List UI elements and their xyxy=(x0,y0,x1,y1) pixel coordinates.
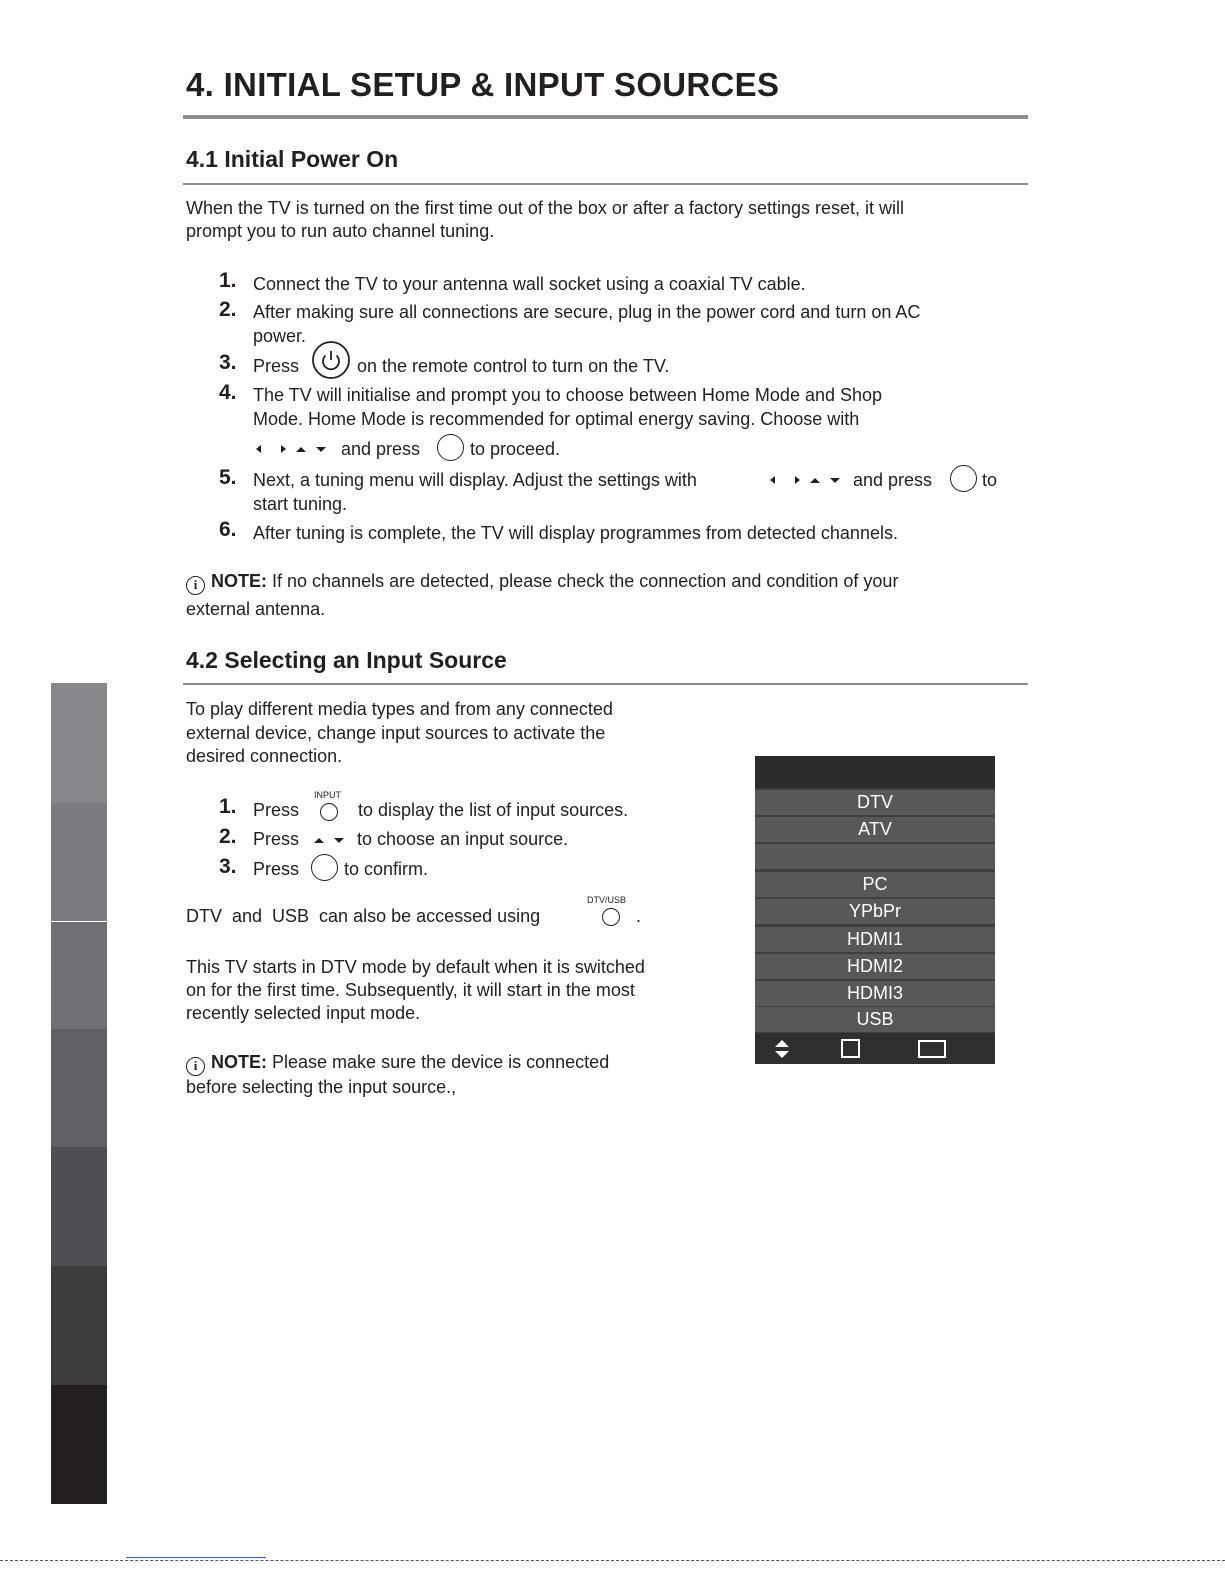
section-rule-2 xyxy=(183,683,1028,685)
source-menu-footer xyxy=(755,1033,995,1064)
note-text: Please make sure the device is connected xyxy=(272,1052,610,1072)
default-mode-1: This TV starts in DTV mode by default when it is switched xyxy=(186,957,645,977)
intro-line-1: When the TV is turned on the first time out of the box or after a factory settings reset, it will xyxy=(186,198,904,218)
input-button-icon xyxy=(320,803,338,821)
note-label: NOTE: xyxy=(211,1052,267,1072)
section-heading-initial-power-on: 4.1 Initial Power On xyxy=(186,146,399,172)
input-intro-2: external device, change input sources to activate the xyxy=(186,723,606,743)
side-tab-7 xyxy=(51,1385,107,1504)
intro-line-2: prompt you to run auto channel tuning. xyxy=(186,221,495,241)
step-text: After making sure all connections are secure, plug in the power cord and turn on AC xyxy=(253,302,921,322)
dtv-usb-button-icon xyxy=(602,908,620,926)
power-icon xyxy=(311,340,351,380)
exit-box-icon xyxy=(918,1040,946,1058)
step-text: to proceed. xyxy=(470,439,561,459)
side-tab-1 xyxy=(51,683,107,803)
side-tab-6 xyxy=(51,1266,107,1385)
select-box-icon xyxy=(841,1039,860,1058)
info-icon: i xyxy=(186,576,205,595)
step-text: start tuning. xyxy=(253,494,348,514)
source-item-hdmi1: HDMI1 xyxy=(755,927,995,952)
step-number: 1. xyxy=(219,269,237,292)
info-icon: i xyxy=(186,1057,205,1076)
shortcut-text: DTV and USB can also be accessed using xyxy=(186,906,541,926)
section-rule-1 xyxy=(183,183,1028,185)
source-menu xyxy=(755,756,995,1064)
step-text: Press xyxy=(253,800,300,820)
ok-button-icon xyxy=(311,854,338,881)
default-mode-3: recently selected input mode. xyxy=(186,1003,421,1023)
step-text: Connect the TV to your antenna wall socket using a coaxial TV cable. xyxy=(253,274,806,294)
up-down-icon xyxy=(774,1039,790,1059)
step-text: The TV will initialise and prompt you to choose between Home Mode and Shop xyxy=(253,385,883,405)
direction-arrows-icon xyxy=(767,472,847,488)
step-number: 6. xyxy=(219,518,237,541)
step-text: power. xyxy=(253,326,307,346)
source-item-atv: ATV xyxy=(755,817,995,842)
page-bottom-rule xyxy=(0,1560,1225,1561)
note-1 xyxy=(186,569,898,595)
shortcut-end: . xyxy=(636,906,642,926)
section-heading-selecting-input-source: 4.2 Selecting an Input Source xyxy=(186,647,507,673)
step-number: 3. xyxy=(219,351,237,374)
step-text: and press xyxy=(853,470,933,490)
direction-arrows-icon xyxy=(253,441,333,457)
note-text-2: external antenna. xyxy=(186,599,326,619)
step-text: to xyxy=(982,470,998,490)
step-text: Press xyxy=(253,356,300,376)
up-down-arrows-icon xyxy=(312,832,352,848)
step-text: to display the list of input sources. xyxy=(358,800,629,820)
step-text: After tuning is complete, the TV will display programmes from detected channels. xyxy=(253,523,898,543)
note-label: NOTE: xyxy=(211,571,267,591)
step-text: on the remote control to turn on the TV. xyxy=(357,356,670,376)
side-tab-3 xyxy=(51,922,107,1029)
input-intro-1: To play different media types and from any connected xyxy=(186,699,613,719)
step-number: 2. xyxy=(219,298,237,321)
step-text: Press xyxy=(253,829,300,849)
page-title: 4. INITIAL SETUP & INPUT SOURCES xyxy=(186,66,780,103)
input-key-label: INPUT xyxy=(314,790,341,800)
step-text: Next, a tuning menu will display. Adjust the settings with xyxy=(253,470,697,490)
step-number: 3. xyxy=(219,855,237,878)
title-rule xyxy=(183,115,1028,119)
source-item-blank xyxy=(755,844,995,869)
note-text: If no channels are detected, please check the connection and condition of your xyxy=(272,571,899,591)
side-tab-5 xyxy=(51,1147,107,1266)
source-item-hdmi2: HDMI2 xyxy=(755,954,995,979)
source-item-pc: PC xyxy=(755,872,995,897)
step-text: to choose an input source. xyxy=(357,829,569,849)
source-menu-header xyxy=(755,756,995,788)
ok-button-icon xyxy=(950,465,977,492)
step-number: 2. xyxy=(219,825,237,848)
step-text: Press xyxy=(253,859,300,879)
side-tab-2 xyxy=(51,803,107,921)
step-number: 1. xyxy=(219,795,237,818)
ok-button-icon xyxy=(437,434,464,461)
link-underline xyxy=(126,1557,266,1558)
dtv-usb-key-label: DTV/USB xyxy=(587,895,627,905)
source-item-ypbpr: YPbPr xyxy=(755,899,995,924)
side-tab-4 xyxy=(51,1029,107,1147)
note-2 xyxy=(186,1050,609,1076)
default-mode-2: on for the first time. Subsequently, it will start in the most xyxy=(186,980,635,1000)
step-number: 4. xyxy=(219,381,237,404)
step-text: Mode. Home Mode is recommended for optimal energy saving. Choose with xyxy=(253,409,860,429)
step-text: and press xyxy=(341,439,421,459)
source-item-usb: USB xyxy=(755,1007,995,1032)
input-intro-3: desired connection. xyxy=(186,746,343,766)
note-text-2: before selecting the input source., xyxy=(186,1077,457,1097)
step-number: 5. xyxy=(219,466,237,489)
source-item-dtv: DTV xyxy=(755,790,995,815)
step-text: to confirm. xyxy=(344,859,429,879)
source-item-hdmi3: HDMI3 xyxy=(755,981,995,1006)
